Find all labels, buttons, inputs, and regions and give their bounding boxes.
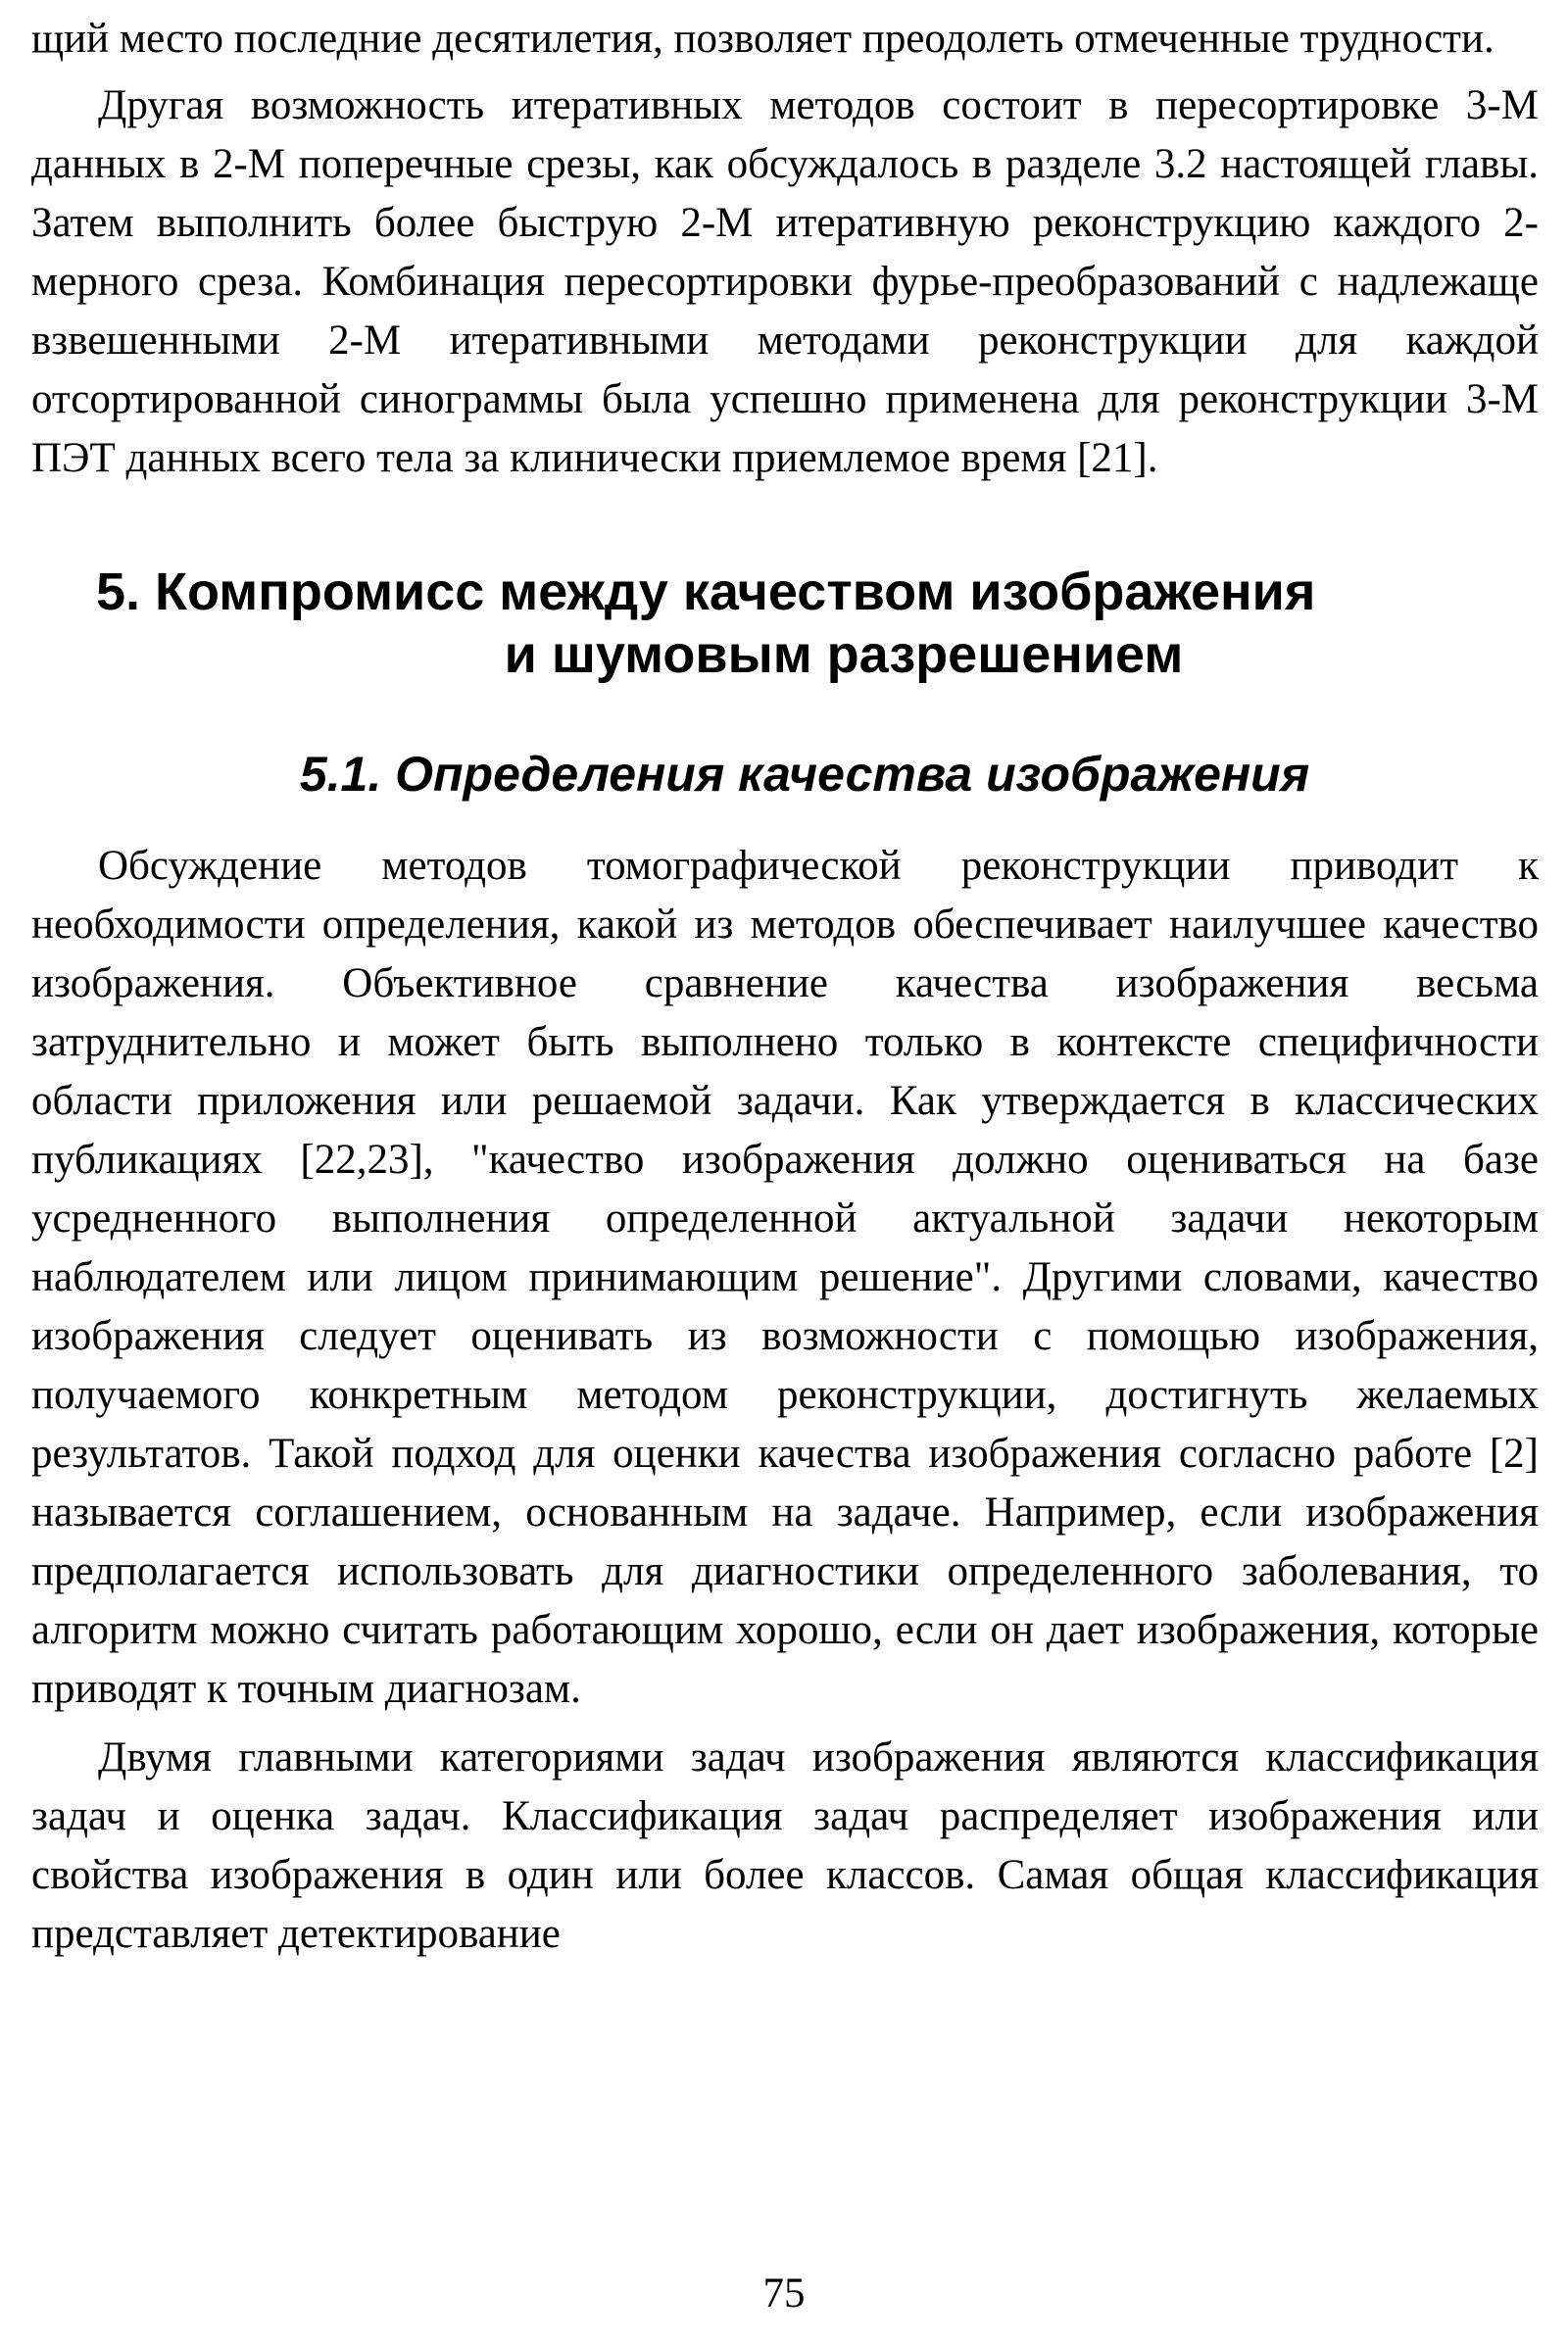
page-number: 75 [762, 2270, 806, 2317]
paragraph-iterative-methods: Другая возможность итеративных методов состоит в пересортировке 3-М данных в 2-М поперечные срезы, как обсуждалось в разделе 3.2 настоящей главы. Затем выполнить более быструю 2-М итеративную реконструкцию каждого 2-мерного среза. Комбинация пересортировки фурье-преобразований с надлежаще взвешенными 2-М итеративными методами реконструкции для каждой отсортированной синограммы была успешно применена для реконструкции 3-М ПЭТ данных всего тела за клинически приемлемое время [21]. [31, 82, 1539, 481]
paragraph-task-categories: Двумя главными категориями задач изображения являются классификация задач и оценка задач. Классификация задач распределяет изображения или свойства изображения в один или более классов. Самая общая классификация представляет детектирование [31, 1734, 1539, 1957]
subsection-heading: 5.1. Определения качества изображения [299, 747, 1310, 802]
section-heading [31, 561, 1539, 686]
document-page [31, 0, 1539, 1964]
paragraph-continuation: щий место последние десятилетия, позволяет преодолеть отмеченные трудности. [31, 16, 1494, 62]
section-heading-line-2: и шумовым разрешением [504, 625, 1184, 684]
section-heading-line-1: 5. Компромисс между качеством изображения [96, 562, 1316, 621]
paragraph-image-quality: Обсуждение методов томографической реконструкции приводит к необходимости определения, какой из методов обеспечивает наилучшее качество изображения. Объективное сравнение качества изображения весьма затруднительно и может быть выполнено только в контексте специфичности области приложения или решаемой задачи. Как утверждается в классических публикациях [22,23], "качество изображения должно оцениваться на базе усредненного выполнения определенной актуальной задачи некоторым наблюдателем или лицом принимающим решение". Другими словами, качество изображения следует оценивать из возможности с помощью изображения, получаемого конкретным методом реконструкции, достигнуть желаемых результатов. Такой подход для оценки качества изображения согласно работе [2] называется соглашением, основанным на задаче. Например, если изображения предполагается использовать для диагностики определенного заболевания, то алгоритм можно считать работающим хорошо, если он дает изображения, которые приводят к точным диагнозам. [31, 843, 1539, 1712]
